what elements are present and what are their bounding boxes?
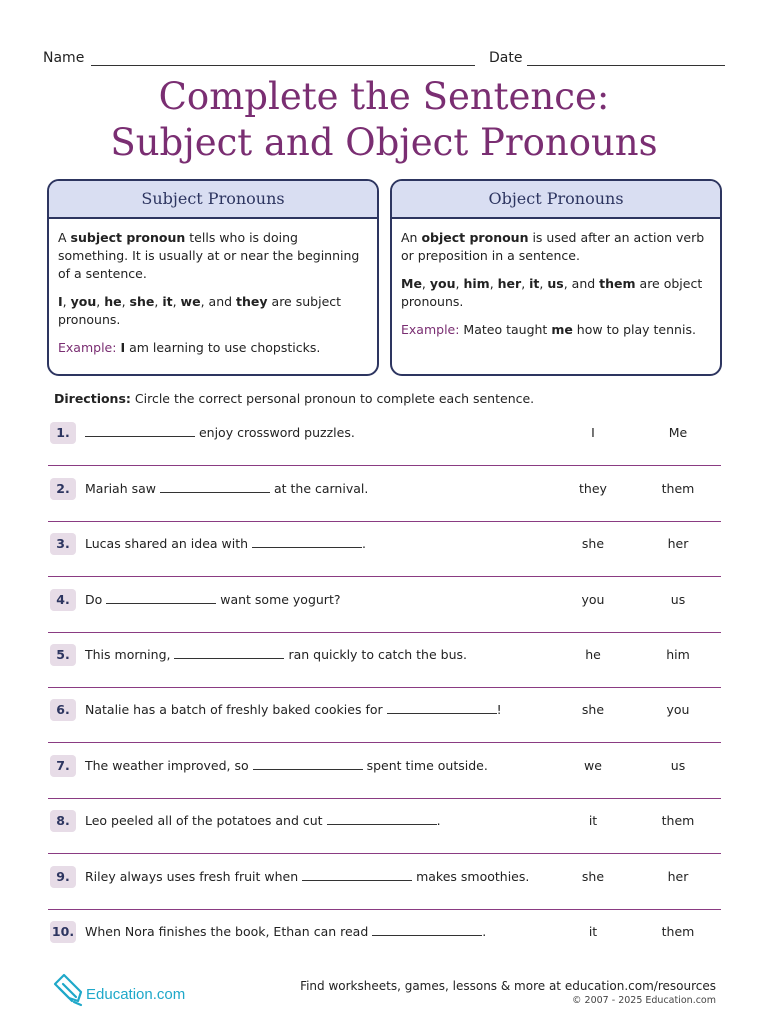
choice-2[interactable]: her [667, 536, 689, 551]
question-sentence [85, 756, 488, 776]
row-divider [48, 465, 721, 466]
footer-resources-text[interactable]: Find worksheets, games, lessons & more at education.com/resources [300, 979, 716, 993]
row-divider [48, 576, 721, 577]
text: Mariah saw [85, 481, 160, 496]
text: ! [496, 702, 502, 717]
row-divider [48, 853, 721, 854]
choice-1[interactable]: she [581, 702, 605, 717]
choice-2[interactable]: her [667, 869, 689, 884]
object-box-heading: Object Pronouns [392, 181, 720, 219]
name-label: Name [43, 50, 85, 66]
question-number: 1. [50, 422, 76, 444]
pronoun: they [236, 294, 268, 309]
text: Lucas shared an idea with [85, 536, 253, 551]
pencil-logo-icon [52, 972, 84, 1008]
question-sentence [85, 479, 368, 499]
choice-2[interactable]: us [670, 592, 686, 607]
answer-blank[interactable] [253, 756, 363, 770]
directions [54, 391, 534, 406]
directions-label: Directions: [54, 391, 131, 406]
example-label: Example: [401, 322, 460, 337]
text: tells who is doing something. It is usually at or near the beginning of a sentence. [58, 230, 360, 281]
text: how to play tennis. [572, 322, 696, 337]
question-row [48, 744, 721, 799]
choice-1[interactable]: we [584, 758, 602, 773]
text: am learning to use chopsticks. [125, 340, 321, 355]
text: Mateo taught [459, 322, 552, 337]
pronoun: it [162, 294, 173, 309]
answer-blank[interactable] [372, 922, 482, 936]
pronoun: them [599, 276, 636, 291]
question-number: 5. [50, 644, 76, 666]
choice-1[interactable]: they [579, 481, 607, 496]
date-field[interactable] [527, 65, 725, 66]
question-row [48, 633, 721, 688]
question-number: 2. [50, 478, 76, 500]
object-box-body [392, 219, 720, 339]
text: are subject pronouns. [58, 294, 342, 327]
answer-blank[interactable] [85, 423, 195, 437]
text: . [436, 813, 441, 828]
question-number: 10. [50, 921, 76, 943]
example-label: Example: [58, 340, 117, 355]
text: When Nora finishes the book, Ethan can read [85, 924, 373, 939]
date-label: Date [489, 50, 523, 66]
choice-2[interactable]: him [666, 647, 690, 662]
question-sentence [85, 423, 355, 443]
education-logo[interactable] [52, 972, 252, 1012]
question-row [48, 522, 721, 577]
choice-1[interactable]: it [588, 813, 598, 828]
choice-1[interactable]: you [581, 592, 605, 607]
text: want some yogurt? [216, 592, 341, 607]
question-row [48, 855, 721, 910]
pronoun: you [70, 294, 97, 309]
text: Do [85, 592, 107, 607]
question-sentence [85, 700, 502, 720]
question-number: 4. [50, 589, 76, 611]
text: . [482, 924, 487, 939]
pronoun: him [463, 276, 490, 291]
choice-1[interactable]: I [591, 425, 595, 440]
question-number: 9. [50, 866, 76, 888]
object-definition [401, 229, 710, 265]
question-sentence [85, 534, 366, 554]
question-sentence [85, 867, 529, 887]
footer-copyright: © 2007 - 2025 Education.com [572, 995, 716, 1006]
pronoun: it [529, 276, 540, 291]
title-line-2: Subject and Object Pronouns [110, 121, 658, 164]
pronoun: we [180, 294, 201, 309]
subject-pronoun-list: I, you, he, she, it, we, and they are subject pronouns. [58, 294, 342, 327]
answer-blank[interactable] [106, 590, 216, 604]
pronoun: he [104, 294, 122, 309]
choice-2[interactable]: them [661, 924, 695, 939]
name-date-line [43, 48, 725, 70]
choice-1[interactable]: he [585, 647, 601, 662]
text: and [208, 294, 233, 309]
text: Leo peeled all of the potatoes and cut [85, 813, 327, 828]
text: Riley always uses fresh fruit when [85, 869, 303, 884]
text: ran quickly to catch the bus. [284, 647, 467, 662]
choice-2[interactable]: them [661, 481, 695, 496]
text: An [401, 230, 422, 245]
term-object-pronoun: object pronoun [421, 230, 529, 245]
choice-2[interactable]: you [666, 702, 690, 717]
question-row [48, 578, 721, 633]
question-row [48, 799, 721, 854]
text: spent time outside. [362, 758, 488, 773]
answer-blank[interactable] [387, 700, 497, 714]
answer-blank[interactable] [302, 867, 412, 881]
pronoun: Me [401, 276, 422, 291]
question-row [48, 910, 721, 965]
name-field[interactable] [91, 65, 475, 66]
question-sentence [85, 645, 467, 665]
answer-blank[interactable] [174, 645, 284, 659]
choice-2[interactable]: Me [668, 425, 688, 440]
text: makes smoothies. [412, 869, 530, 884]
choice-2[interactable]: them [661, 813, 695, 828]
text: A [58, 230, 71, 245]
pronoun: I [58, 294, 63, 309]
choice-2[interactable]: us [670, 758, 686, 773]
page-title [0, 74, 768, 166]
subject-definition [58, 229, 367, 283]
text: The weather improved, so [85, 758, 253, 773]
directions-text: Circle the correct personal pronoun to complete each sentence. [130, 391, 535, 406]
answer-blank[interactable] [160, 479, 270, 493]
question-row [48, 411, 721, 466]
choice-1[interactable]: she [581, 869, 605, 884]
answer-blank[interactable] [252, 534, 362, 548]
text: enjoy crossword puzzles. [195, 425, 355, 440]
text: are object pronouns. [401, 276, 703, 309]
question-row [48, 688, 721, 743]
pronoun: she [129, 294, 155, 309]
term-subject-pronoun: subject pronoun [70, 230, 186, 245]
subject-box-heading: Subject Pronouns [49, 181, 377, 219]
answer-blank[interactable] [327, 811, 437, 825]
subject-example [58, 339, 367, 357]
subject-pronouns-box [47, 179, 379, 376]
logo-text: Education.com [86, 986, 186, 1003]
subject-box-body [49, 219, 377, 357]
footer-info [300, 979, 716, 1006]
question-number: 6. [50, 699, 76, 721]
question-number: 3. [50, 533, 76, 555]
question-sentence [85, 590, 340, 610]
pronoun: her [497, 276, 522, 291]
text: is used after an action verb or preposition in a sentence. [401, 230, 705, 263]
row-divider [48, 742, 721, 743]
example-pronoun: I [120, 340, 126, 355]
question-row [48, 467, 721, 522]
text: Natalie has a batch of freshly baked cookies for [85, 702, 387, 717]
choice-1[interactable]: she [581, 536, 605, 551]
question-number: 7. [50, 755, 76, 777]
question-sentence [85, 922, 486, 942]
text: This morning, [85, 647, 175, 662]
choice-1[interactable]: it [588, 924, 598, 939]
question-number: 8. [50, 810, 76, 832]
text: at the carnival. [269, 481, 369, 496]
object-pronouns-box [390, 179, 722, 376]
example-pronoun: me [551, 322, 573, 337]
text: . [362, 536, 367, 551]
text: and [571, 276, 596, 291]
pronoun: us [547, 276, 564, 291]
title-line-1: Complete the Sentence: [158, 75, 610, 118]
question-sentence [85, 811, 441, 831]
object-example [401, 321, 710, 339]
pronoun: you [429, 276, 456, 291]
object-pronoun-list: Me, you, him, her, it, us, and them are object pronouns. [401, 276, 703, 309]
